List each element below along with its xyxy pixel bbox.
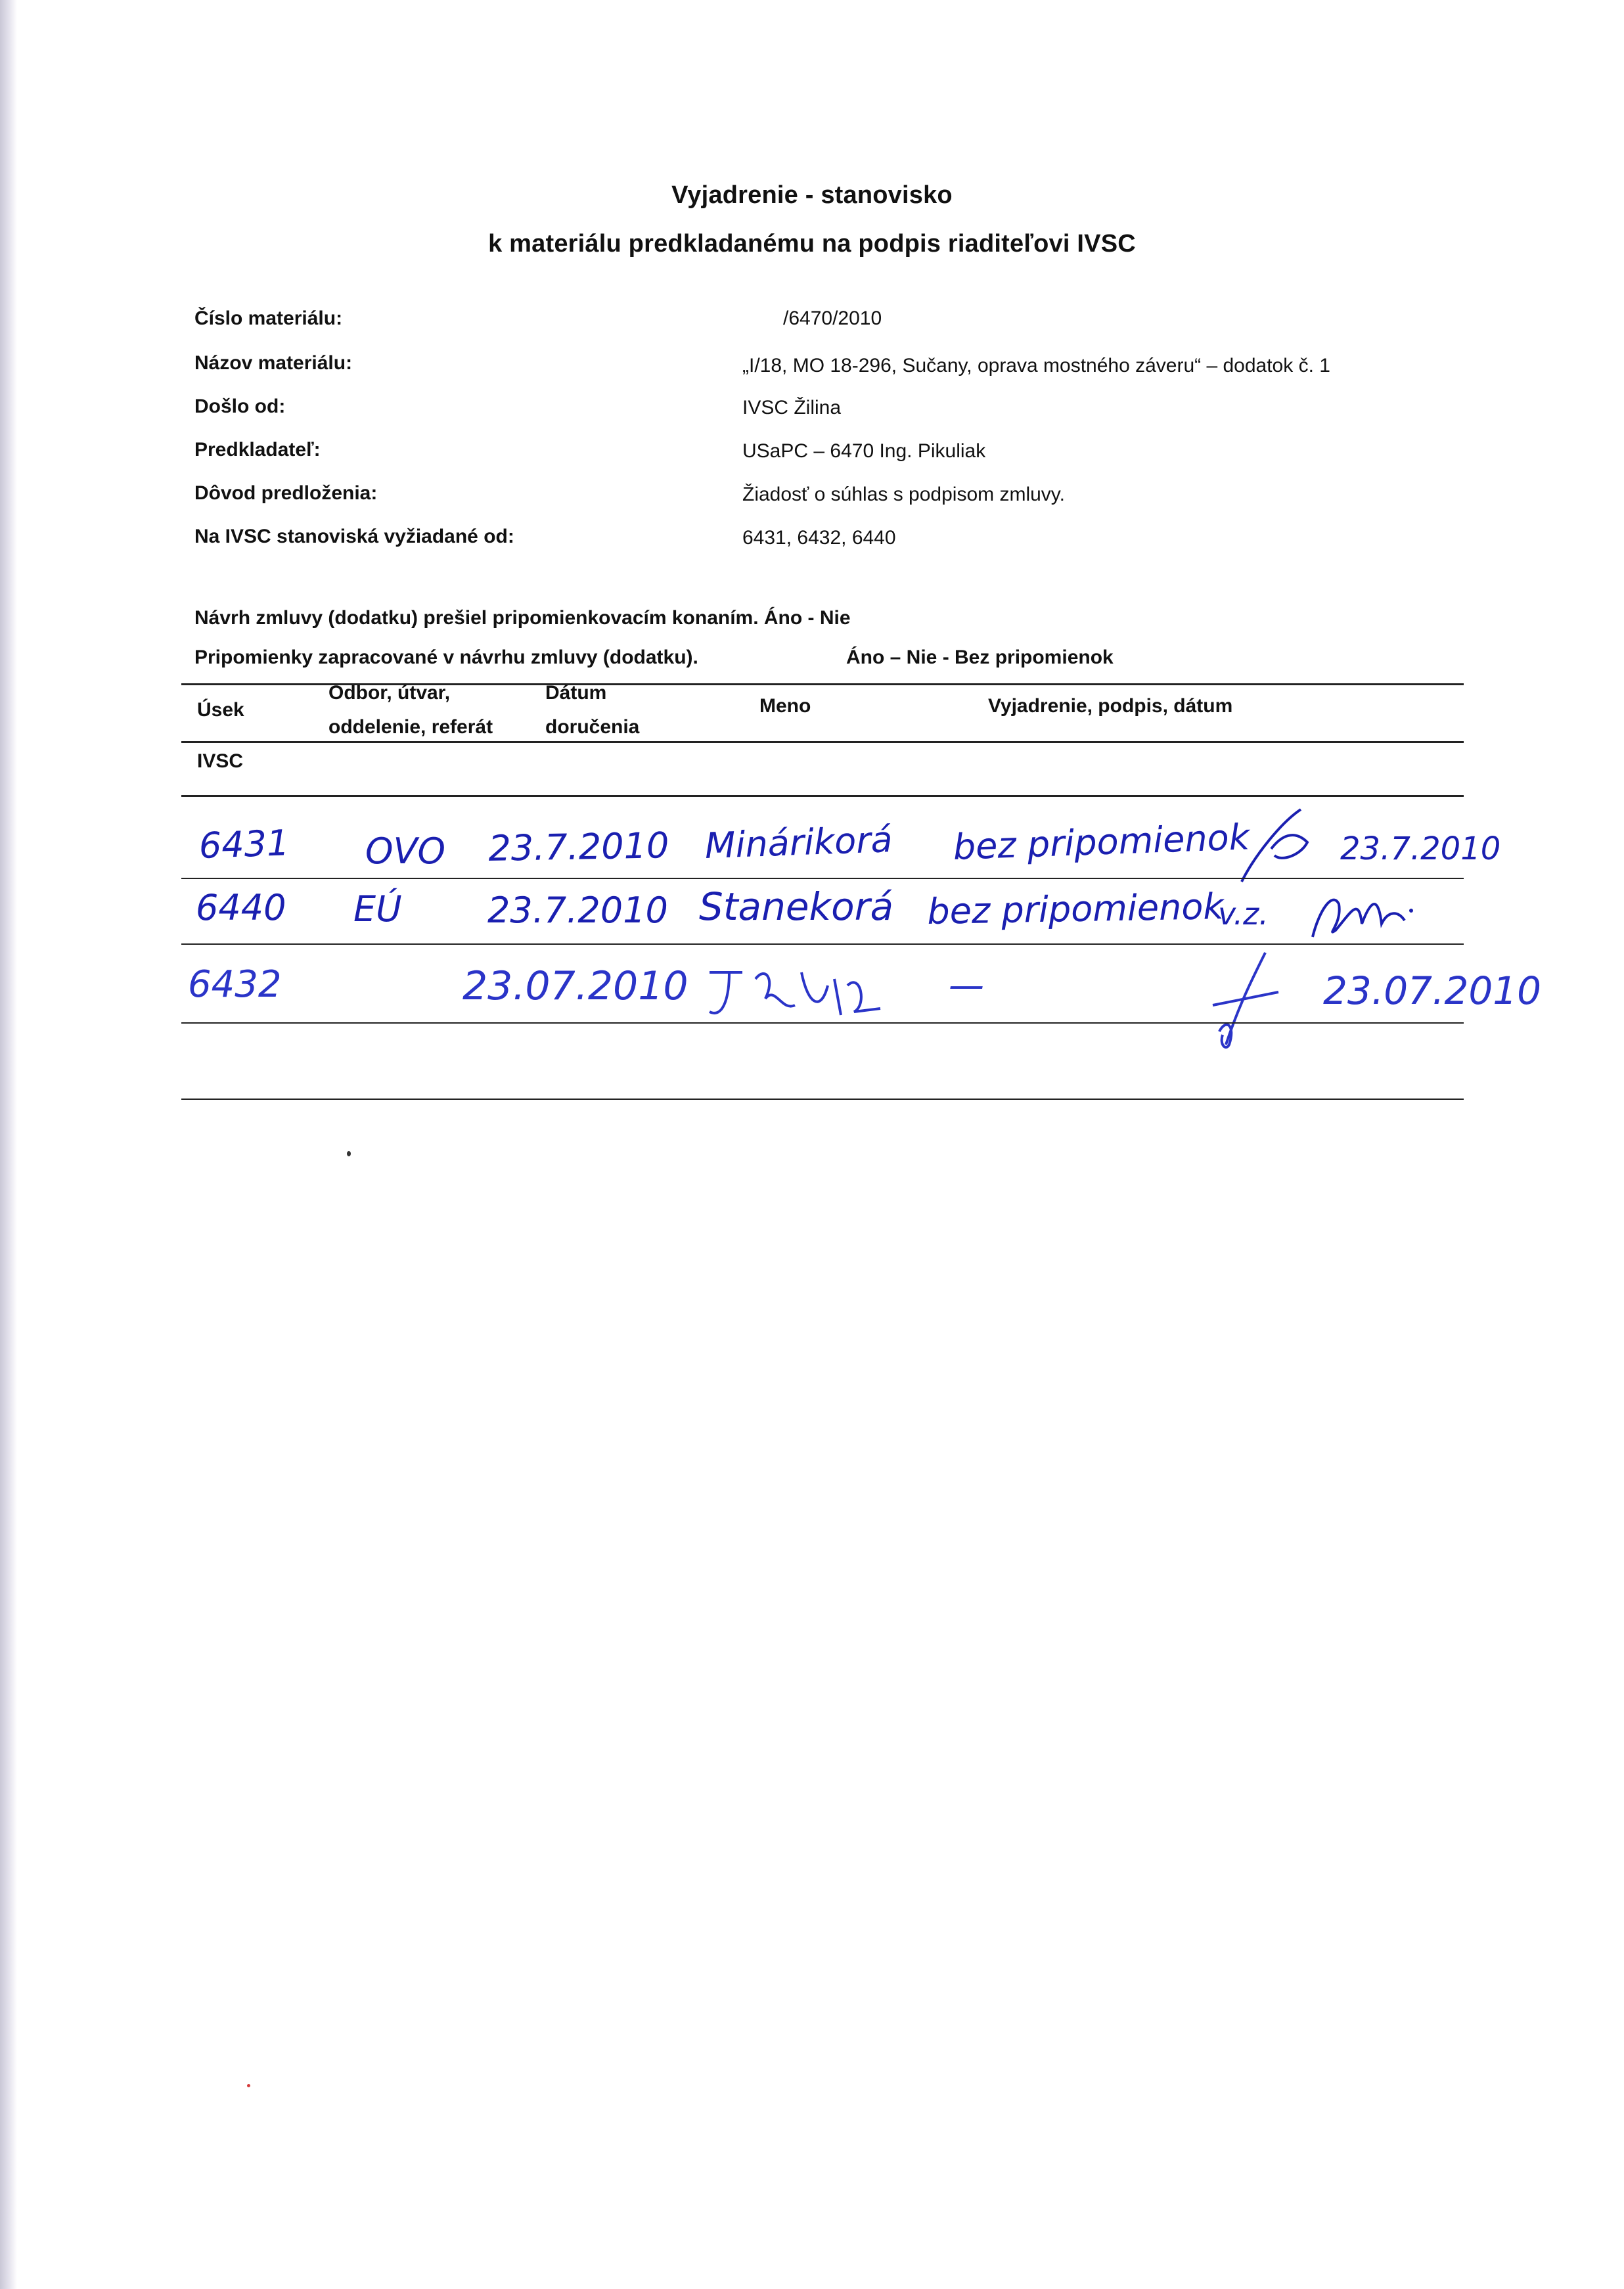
handwritten-vyjadrenie: bez pripomienok [926, 886, 1225, 932]
handwritten-usek: 6431 [198, 822, 290, 867]
signature-6432-name [703, 959, 887, 1031]
handwritten-datum: 23.07.2010 [462, 963, 688, 1009]
handwritten-datum: 23.7.2010 [487, 825, 669, 869]
handwritten-odbor: OVO [365, 830, 445, 872]
field-label-cislo: Číslo materiálu: [194, 307, 343, 329]
field-label-stanoviska: Na IVSC stanoviská vyžiadané od: [194, 526, 514, 547]
handwritten-vyjadrenie: — [949, 964, 984, 1006]
table-header-rule [181, 741, 1464, 743]
field-label-predkladatel: Predkladateľ: [194, 439, 321, 461]
statement-pripomienky-label: Pripomienky zapracované v návrhu zmluvy (dodatku). [194, 646, 698, 668]
table-row-rule-4 [181, 1022, 1464, 1024]
handwritten-odbor: EÚ [353, 888, 402, 930]
column-header-datum-line2: doručenia [545, 716, 640, 738]
field-value-nazov: „I/18, MO 18-296, Sučany, oprava mostného záveru“ – dodatok č. 1 [742, 355, 1330, 376]
column-header-odbor-line2: oddelenie, referát [328, 716, 493, 738]
handwritten-datum: 23.7.2010 [487, 890, 668, 931]
column-header-vyjadrenie: Vyjadrenie, podpis, dátum [988, 695, 1233, 717]
field-label-doslo: Došlo od: [194, 396, 286, 417]
column-header-datum-line1: Dátum [545, 682, 607, 704]
handwritten-meno: Minárikorá [704, 819, 893, 867]
field-value-predkladatel: USaPC – 6470 Ing. Pikuliak [742, 440, 986, 462]
column-header-meno: Meno [759, 695, 811, 717]
handwritten-podpis-datum: 23.7.2010 [1340, 830, 1501, 867]
handwritten-vyjadrenie: bez pripomienok [952, 816, 1250, 868]
column-header-odbor-line1: Odbor, útvar, [328, 682, 451, 704]
table-row-rule-3 [181, 943, 1464, 945]
document-title: Vyjadrenie - stanovisko [671, 181, 953, 209]
table-row-rule-1 [181, 795, 1464, 797]
field-value-dovod: Žiadosť o súhlas s podpisom zmluvy. [742, 484, 1065, 505]
signature-6432 [1206, 946, 1285, 1051]
statement-pripomienkovacie-konanie: Návrh zmluvy (dodatku) prešiel pripomienkovacím konaním. Áno - Nie [194, 607, 851, 629]
field-value-cislo: /6470/2010 [783, 307, 882, 329]
handwritten-usek: 6440 [196, 887, 286, 928]
signature-6440 [1306, 884, 1418, 950]
scan-edge-shadow [0, 0, 17, 2289]
table-bottom-rule [181, 1099, 1464, 1100]
table-row-rule-2 [181, 878, 1464, 879]
column-header-usek: Úsek [197, 699, 244, 721]
handwritten-podpis-datum: 23.07.2010 [1323, 968, 1542, 1013]
field-label-dovod: Dôvod predloženia: [194, 482, 378, 504]
document-subtitle: k materiálu predkladanému na podpis riaditeľovi IVSC [488, 230, 1136, 258]
scan-speck [247, 2084, 250, 2087]
scan-speck [347, 1151, 351, 1156]
field-value-doslo: IVSC Žilina [742, 397, 842, 419]
handwritten-podpis-datum: v.z. [1218, 896, 1269, 932]
handwritten-meno: Stanekorá [699, 884, 894, 929]
statement-pripomienky-options: Áno – Nie - Bez pripomienok [846, 646, 1114, 668]
field-value-stanoviska: 6431, 6432, 6440 [742, 527, 896, 549]
signature-6431 [1235, 803, 1314, 895]
handwritten-usek: 6432 [188, 963, 282, 1006]
field-label-nazov: Názov materiálu: [194, 352, 353, 374]
row-label-ivsc: IVSC [197, 750, 244, 772]
